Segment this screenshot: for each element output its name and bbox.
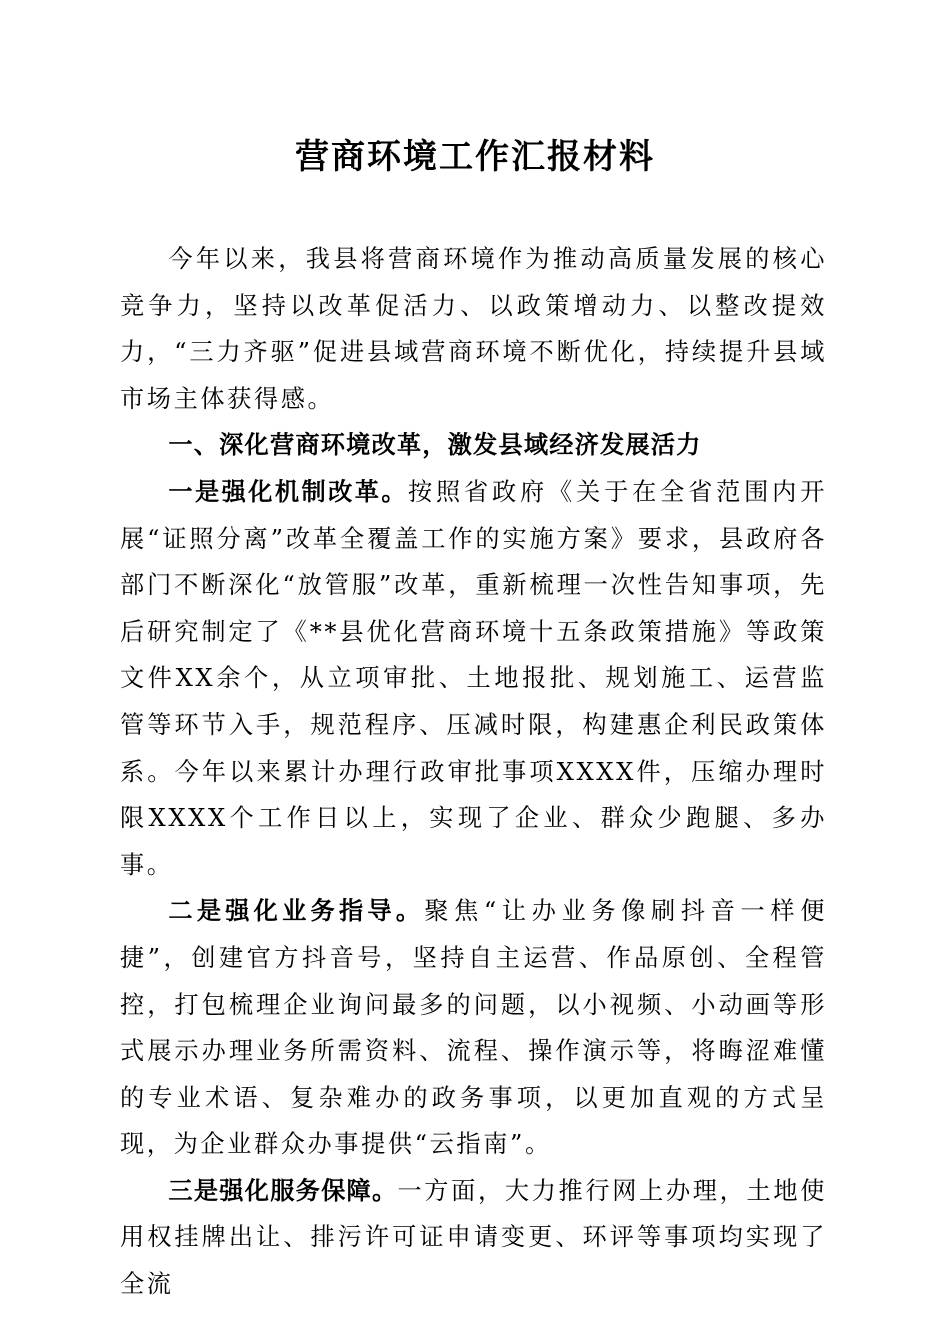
paragraph-lead: 三是强化服务保障。 (168, 1176, 398, 1205)
paragraph-text: 聚焦“让办业务像刷抖音一样便捷”，创建官方抖音号，坚持自主运营、作品原创、全程管控，打包梳理企业询问最多的问题，以小视频、小动画等形式展示办理业务所需资料、流程、操作演示等，将晦涩难懂的专业术语、复杂难办的政务事项，以更加直观的方式呈现，为企业群众办事提供“云指南”。 (120, 897, 827, 1159)
intro-paragraph: 今年以来，我县将营商环境作为推动高质量发展的核心竞争力，坚持以改革促活力、以政策增动力、以整改提效力，“三力齐驱”促进县域营商环境不断优化，持续提升县域市场主体获得感。 (120, 245, 827, 413)
paragraph-text: 一方面，大力推行网上办理，土地使用权挂牌出让、排污许可证申请变更、环评等事项均实现了全流 (120, 1176, 827, 1299)
paragraph-lead: 一是强化机制改革。 (168, 477, 408, 506)
body-paragraph (120, 888, 827, 1168)
document-body (120, 236, 827, 1308)
body-paragraph (120, 1168, 827, 1308)
paragraph-lead: 二是强化业务指导。 (168, 897, 425, 926)
paragraph-text: 按照省政府《关于在全省范围内开展“证照分离”改革全覆盖工作的实施方案》要求，县政府各部门不断深化“放管服”改革，重新梳理一次性告知事项，先后研究制定了《**县优化营商环境十五条政策措施》等政策文件XX余个，从立项审批、土地报批、规划施工、运营监管等环节入手，规范程序、压减时限，构建惠企利民政策体系。今年以来累计办理行政审批事项XXXX件，压缩办理时限XXXX个工作日以上，实现了企业、群众少跑腿、多办事。 (120, 477, 827, 879)
document-title: 营商环境工作汇报材料 (295, 137, 655, 177)
body-paragraph (120, 469, 827, 888)
section-heading: 一、深化营商环境改革，激发县域经济发展活力 (168, 431, 702, 460)
